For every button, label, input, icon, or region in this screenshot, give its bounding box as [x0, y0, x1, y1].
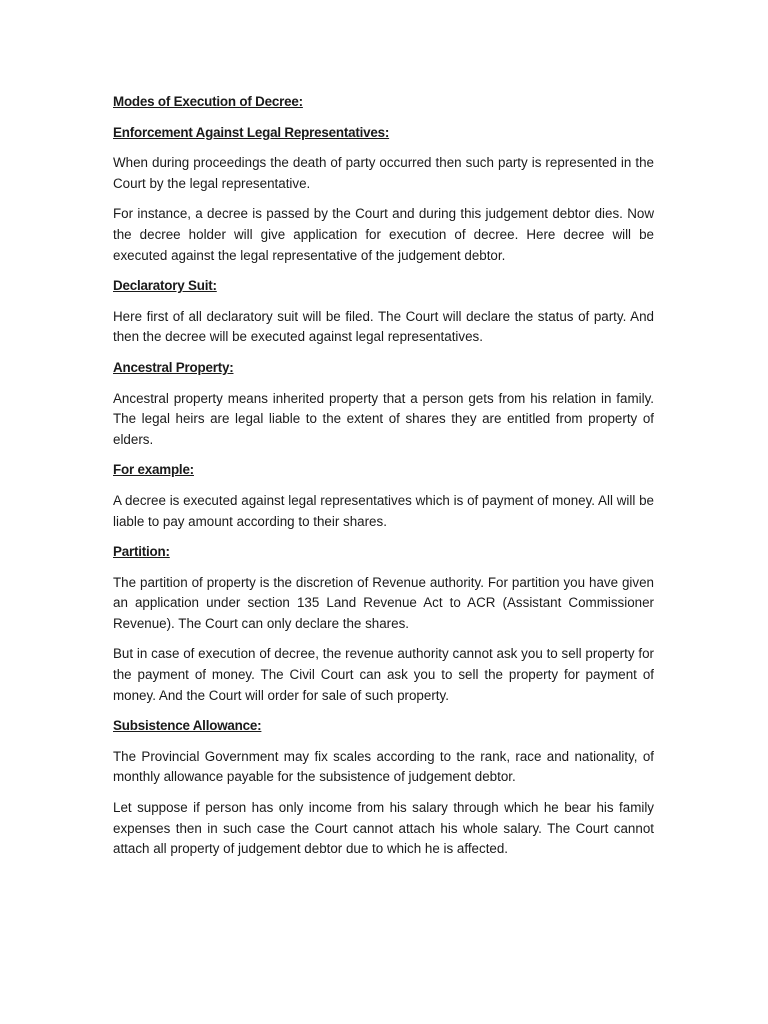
paragraph: When during proceedings the death of party occurred then such party is represented in the Court by the legal representative. [113, 155, 654, 191]
section-heading-for-example: For example: [113, 462, 194, 478]
paragraph: Here first of all declaratory suit will be filed. The Court will declare the status of party. And then the decree will be executed against legal representatives. [113, 308, 654, 345]
paragraph: Ancestral property means inherited property that a person gets from his relation in family. The legal heirs are legal liable to the extent of shares they are entitled from property of elders. [113, 390, 654, 447]
paragraph: The Provincial Government may fix scales according to the rank, race and nationality, of monthly allowance payable for the subsistence of judgement debtor. [113, 748, 654, 785]
section-heading-enforcement: Enforcement Against Legal Representatives: [113, 124, 390, 140]
document-title: Modes of Execution of Decree: [113, 94, 303, 109]
paragraph: Let suppose if person has only income from his salary through which he bear his family expenses then in such case the Court cannot attach his whole salary. The Court cannot attach all property of judgement debtor due to which he is affected. [113, 800, 654, 857]
paragraph: The partition of property is the discretion of Revenue authority. For partition you have given an application under section 135 Land Revenue Act to ACR (Assistant Commissioner Revenue). The Court can only declare the shares. [113, 574, 654, 631]
paragraph: But in case of execution of decree, the revenue authority cannot ask you to sell property for the payment of money. The Civil Court can ask you to sell the property for payment of money. And the Court will order for sale of such property. [113, 646, 654, 703]
section-heading-declaratory-suit: Declaratory Suit: [113, 278, 217, 294]
section-heading-partition: Partition: [113, 544, 170, 560]
document-page [113, 92, 654, 870]
section-heading-ancestral-property: Ancestral Property: [113, 359, 234, 375]
paragraph: A decree is executed against legal representatives which is of payment of money. All will be liable to pay amount according to their shares. [113, 492, 654, 529]
section-heading-subsistence-allowance: Subsistence Allowance: [113, 718, 262, 734]
paragraph: For instance, a decree is passed by the Court and during this judgement debtor dies. Now the decree holder will give application for execution of decree. Here decree will be executed against the legal representative of the judgement debtor. [113, 206, 654, 263]
